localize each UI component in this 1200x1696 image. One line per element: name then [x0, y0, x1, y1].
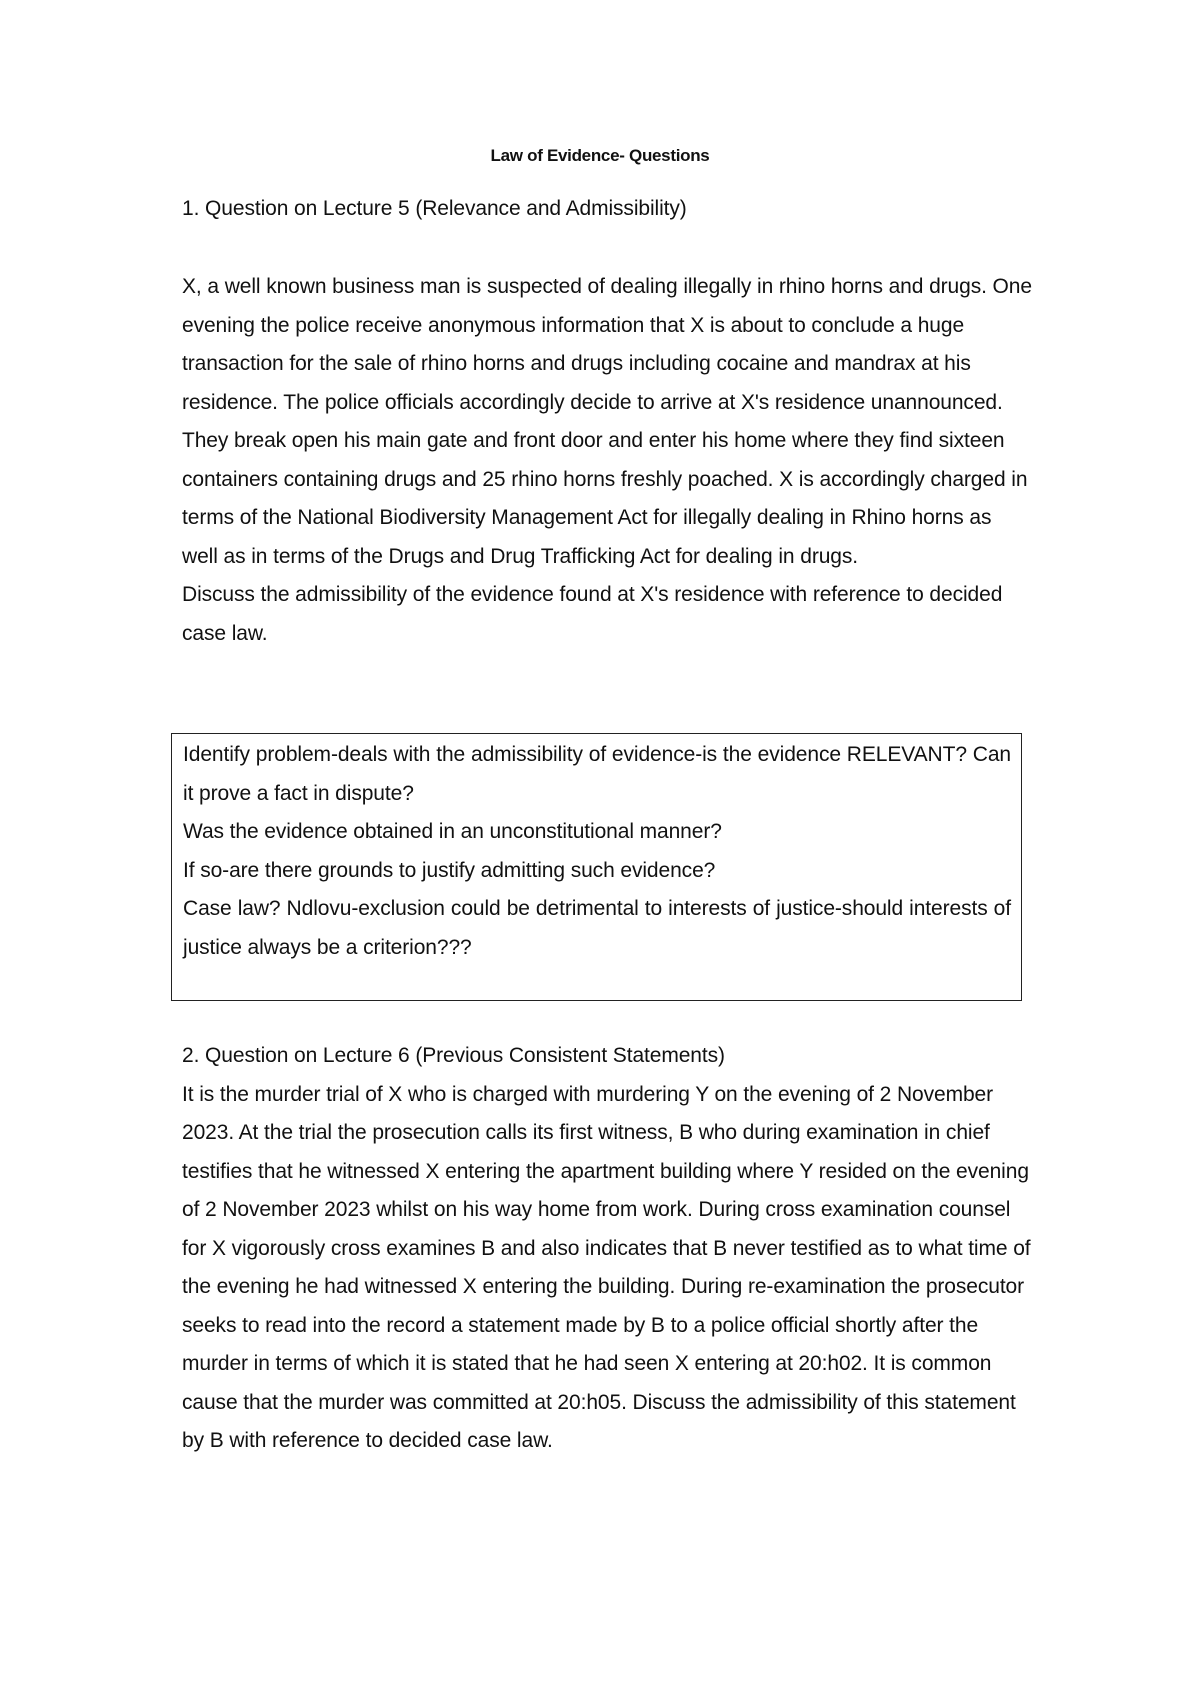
- question-2-body: It is the murder trial of X who is charged with murdering Y on the evening of 2 November 2023. At the trial the prosecution calls its first witness, B who during examination in chief testifies that he witnessed X entering the apartment building where Y resided on the evening of 2 November 2023 whilst on his way home from work. During cross examination counsel for X vigorously cross examines B and also indicates that B never testified as to what time of the evening he had witnessed X entering the building. During re-examination the prosecutor seeks to read into the record a statement made by B to a police official shortly after the murder in terms of which it is stated that he had seen X entering at 20:h02. It is common cause that the murder was committed at 20:h05. Discuss the admissibility of this statement by B with reference to decided case law.: [182, 1082, 1031, 1452]
- answer-guide-line-4: Case law? Ndlovu-exclusion could be detrimental to interests of justice-should interests of justice always be a criterion???: [183, 897, 1011, 959]
- question-1-body: [182, 268, 1032, 653]
- answer-guide-box: [171, 733, 1022, 1001]
- question-2: [182, 1037, 1032, 1461]
- document-title: Law of Evidence- Questions: [490, 146, 710, 165]
- question-1-heading: 1. Question on Lecture 5 (Relevance and Admissibility): [182, 197, 687, 220]
- answer-guide-line-1: Identify problem-deals with the admissibility of evidence-is the evidence RELEVANT? Can it prove a fact in dispute?: [183, 743, 1011, 805]
- question-1-instruction: Discuss the admissibility of the evidence found at X's residence with reference to decided case law.: [182, 583, 1003, 645]
- answer-guide-line-3: If so-are there grounds to justify admitting such evidence?: [183, 858, 716, 882]
- question-1-facts: X, a well known business man is suspected of dealing illegally in rhino horns and drugs. One evening the police receive anonymous information that X is about to conclude a huge transaction for the sale of rhino horns and drugs including cocaine and mandrax at his residence. The police officials accordingly decide to arrive at X's residence unannounced. They break open his main gate and front door and enter his home where they find sixteen containers containing drugs and 25 rhino horns freshly poached. X is accordingly charged in terms of the National Biodiversity Management Act for illegally dealing in Rhino horns as well as in terms of the Drugs and Drug Trafficking Act for dealing in drugs.: [182, 275, 1032, 568]
- answer-guide-line-2: Was the evidence obtained in an unconstitutional manner?: [183, 820, 722, 843]
- question-2-heading: 2. Question on Lecture 6 (Previous Consistent Statements): [182, 1044, 725, 1067]
